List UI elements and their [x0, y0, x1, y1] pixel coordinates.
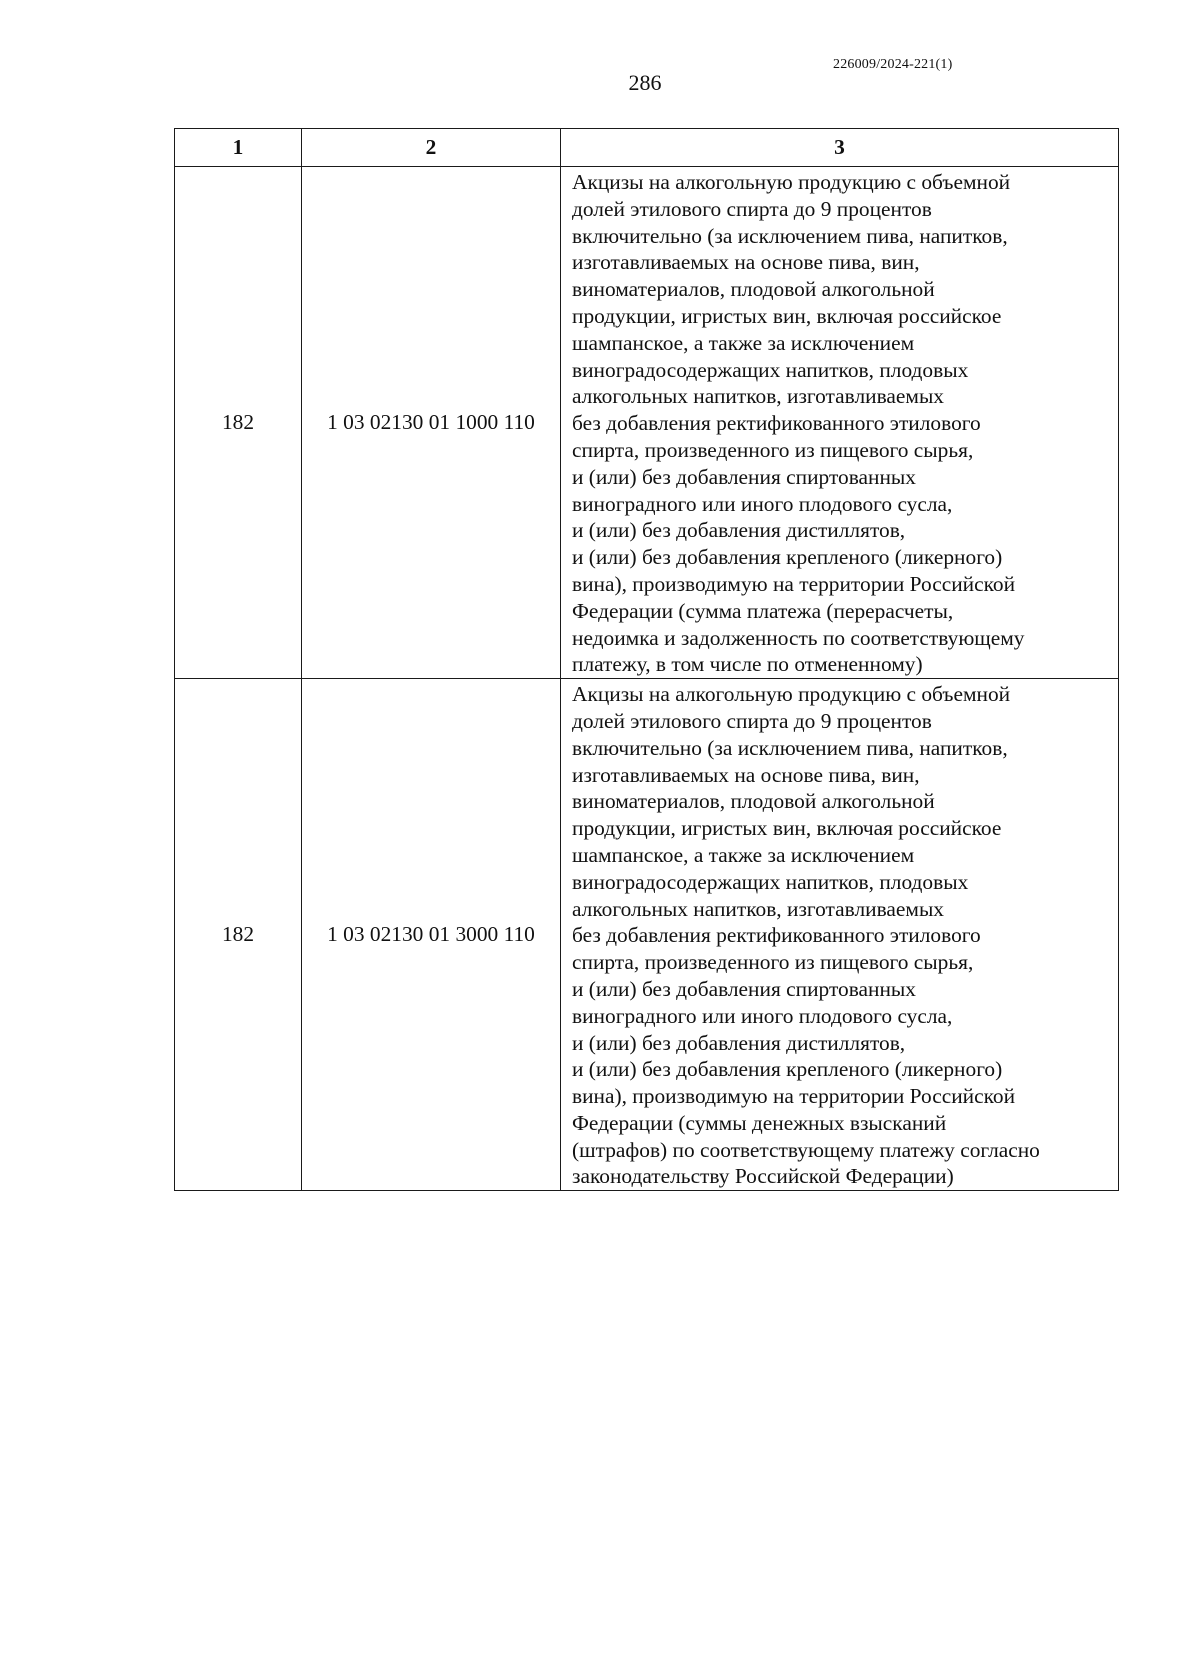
- administrator-code-cell: 182: [175, 167, 302, 679]
- budget-codes-table: [174, 128, 1119, 1191]
- table-header-row: [175, 129, 1119, 167]
- table-row: [175, 167, 1119, 679]
- column-header-1: 1: [175, 129, 302, 167]
- budget-classification-code-cell: 1 03 02130 01 1000 110: [302, 167, 561, 679]
- page-number: 286: [628, 70, 662, 95]
- table-row: [175, 679, 1119, 1191]
- column-header-3: 3: [561, 129, 1119, 167]
- income-description-cell: Акцизы на алкогольную продукцию с объемной долей этилового спирта до 9 процентов включительно (за исключением пива, напитков, изготавливаемых на основе пива, вин, виноматериалов, плодовой алкогольной продукции, игристых вин, включая российское шампанское, а также за исключением виноградосодержащих напитков, плодовых алкогольных напитков, изготавливаемых без добавления ректификованного этилового спирта, произведенного из пищевого сырья, и (или) без добавления спиртованных виноградного или иного плодового сусла, и (или) без добавления дистиллятов, и (или) без добавления крепленого (ликерного) вина), производимую на территории Российской Федерации (сумма платежа (перерасчеты, недоимка и задолженность по соответствующему платежу, в том числе по отмененному): [561, 167, 1119, 679]
- income-description-cell: Акцизы на алкогольную продукцию с объемной долей этилового спирта до 9 процентов включительно (за исключением пива, напитков, изготавливаемых на основе пива, вин, виноматериалов, плодовой алкогольной продукции, игристых вин, включая российское шампанское, а также за исключением виноградосодержащих напитков, плодовых алкогольных напитков, изготавливаемых без добавления ректификованного этилового спирта, произведенного из пищевого сырья, и (или) без добавления спиртованных виноградного или иного плодового сусла, и (или) без добавления дистиллятов, и (или) без добавления крепленого (ликерного) вина), производимую на территории Российской Федерации (суммы денежных взысканий (штрафов) по соответствующему платежу согласно законодательству Российской Федерации): [561, 679, 1119, 1191]
- column-header-2: 2: [302, 129, 561, 167]
- budget-classification-code-cell: 1 03 02130 01 3000 110: [302, 679, 561, 1191]
- document-id: 226009/2024-221(1): [833, 57, 953, 72]
- administrator-code-cell: 182: [175, 679, 302, 1191]
